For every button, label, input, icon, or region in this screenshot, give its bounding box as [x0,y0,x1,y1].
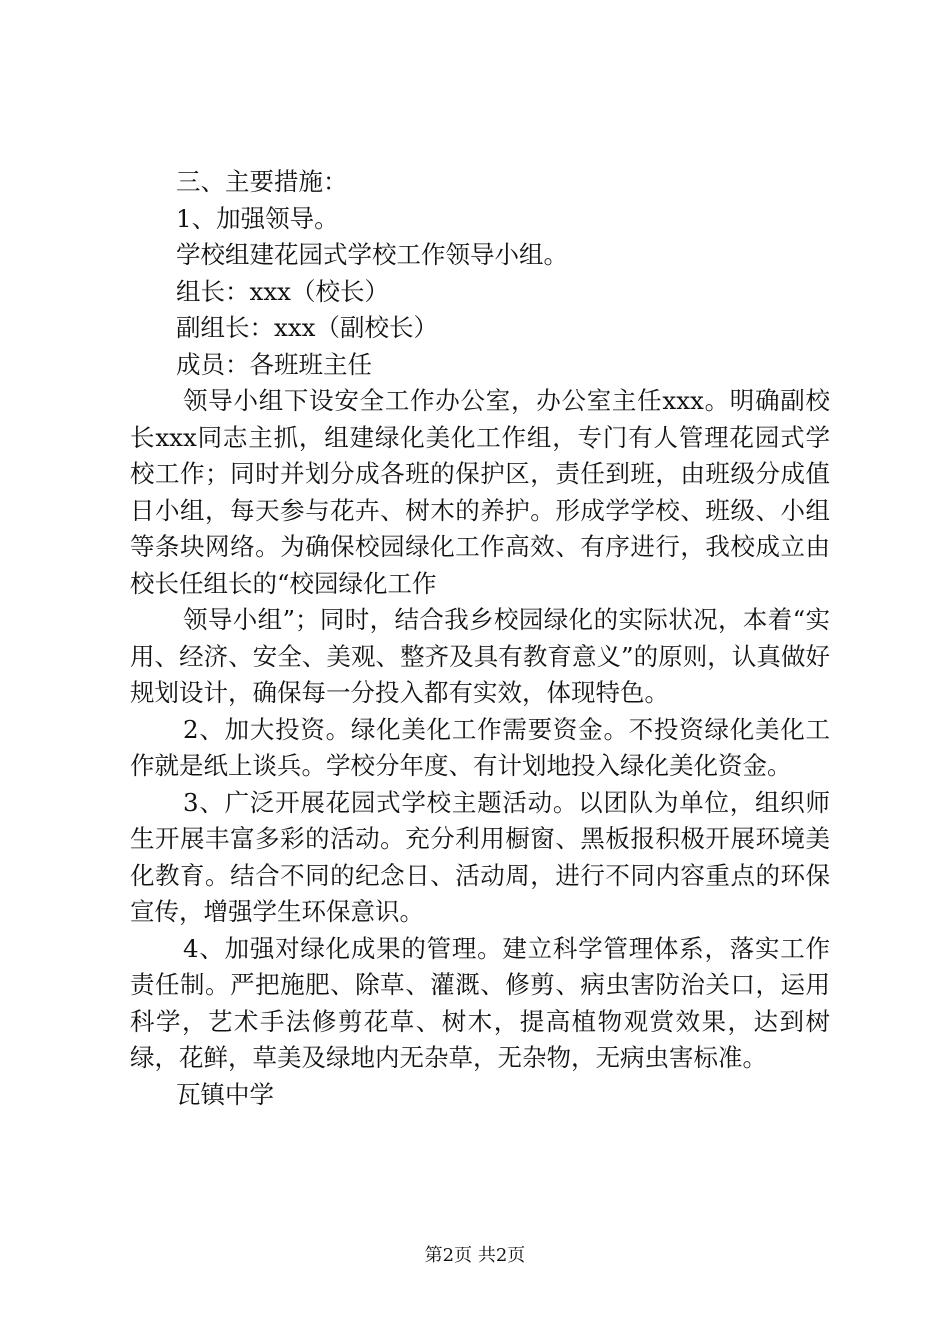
paragraph-leadership-principles: 领导小组”；同时，结合我乡校园绿化的实际状况，本着“实用、经济、安全、美观、整齐及具有教育意义”的原则，认真做好规划设计，确保每一分投入都有实效，体现特色。 [130,605,830,707]
page-footer: 第2页 共2页 [424,1245,526,1266]
paragraph-management: 4、加强对绿化成果的管理。建立科学管理体系，落实工作责任制。严把施肥、除草、灌溉、修剪、病虫害防治关口，运用科学，艺术手法修剪花草、树木，提高植物观赏效果，达到树绿，花鲜，草美及绿地内无杂草，无杂物，无病虫害标准。 [130,933,830,1072]
leadership-intro: 学校组建花园式学校工作领导小组。 [176,240,568,269]
members-line: 成员：各班班主任 [176,349,372,379]
document-body [130,164,830,1113]
paragraph-investment: 2、加大投资。绿化美化工作需要资金。不投资绿化美化工作就是纸上谈兵。学校分年度、有计划地投入绿化美化资金。 [130,714,830,780]
paragraph-theme-activities: 3、广泛开展花园式学校主题活动。以团队为单位，组织师生开展丰富多彩的活动。充分利用橱窗、黑板报积极开展环境美化教育。结合不同的纪念日、活动周，进行不同内容重点的环保宣传，增强学生环保意识。 [130,787,830,926]
deputy-leader-line: 副组长：xxx（副校长） [176,313,438,342]
paragraph-leadership-office: 领导小组下设安全工作办公室，办公室主任xxx。明确副校长xxx同志主抓，组建绿化美化工作组，专门有人管理花园式学校工作；同时并划分成各班的保护区，责任到班，由班级分成值日小组，每天参与花卉、树木的养护。形成学学校、班级、小组等条块网络。为确保校园绿化工作高效、有序进行，我校成立由校长任组长的“校园绿化工作 [130,386,830,598]
measure-heading-1: 1、加强领导。 [176,203,339,233]
signature: 瓦镇中学 [176,1079,274,1109]
section-heading: 三、主要措施： [176,167,348,196]
leader-line: 组长：xxx（校长） [176,276,389,306]
